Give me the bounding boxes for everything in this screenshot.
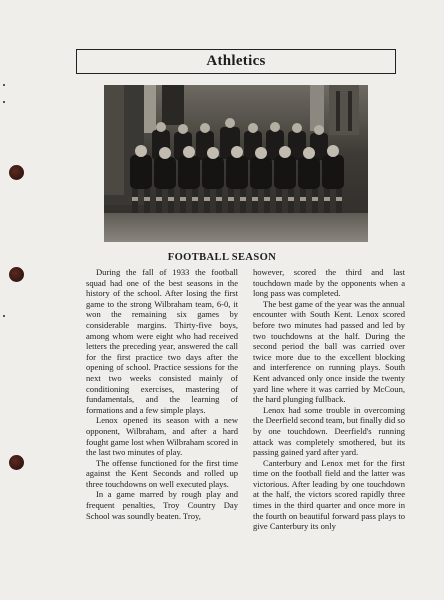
binder-hole (9, 165, 24, 180)
edge-mark (3, 84, 5, 86)
article-paragraph: Lenox opened its season with a new opponent, Wilbraham, and after a hard fought game lost when Wilbraham scored in the last two minutes of play. (86, 415, 238, 458)
team-photo-image (104, 85, 368, 242)
section-header-box (76, 49, 396, 74)
article-paragraph: Canterbury and Lenox met for the first time on the football field and the latter was victorious. After leading by one touchdown at the half, the victors scored rapidly three times in the third quarter and once more in the fourth on beautiful forward pass plays to give Canterbury its only (253, 457, 405, 532)
article-paragraph: The offense functioned for the first time against the Kent Seconds and rolled up three touchdowns on well executed plays. (86, 457, 238, 489)
article-paragraph: Lenox had some trouble in overcoming the Deerfield second team, but finally did so by one touchdown. Deerfield's running attack was completely smothered, but its passing gained yard after yard. (253, 404, 405, 458)
edge-mark (3, 101, 5, 103)
article-left-column (86, 267, 238, 521)
article-title: FOOTBALL SEASON (167, 252, 277, 263)
article-right-column (253, 267, 405, 532)
section-header-title: Athletics (206, 53, 266, 69)
article-paragraph: In a game marred by rough play and frequent penalties, Troy Country Day School was soundly beaten. Troy, (86, 489, 238, 521)
article-paragraph: During the fall of 1933 the football squad had one of the best seasons in the history of the school. After losing the first game to the strong Wilbraham team, 6-0, it won the remaining six games by considerable margins. Thirty-five boys, among whom were eight who had received letters the preceding year, answered the call for the first practice two days after the opening of school. Practice sessions for the next two weeks consisted mainly of conditioning exercises, mastering of fundamentals, and the learning of formations and a few simple plays. (86, 267, 238, 415)
edge-mark (3, 315, 5, 317)
article-paragraph: however, scored the third and last touchdown made by the opponents when a long pass was completed. (253, 267, 405, 299)
binder-hole (9, 267, 24, 282)
team-photo (104, 85, 368, 242)
binder-hole (9, 455, 24, 470)
article-paragraph: The best game of the year was the annual encounter with South Kent. Lenox scored before two minutes had passed and led by two touchdowns at the half. During the second period the ball was carried over twice more due to the excellent blocking and interference on running plays. South Kent advanced only once inside the twenty yard line where it was carried by McCoun, the hard plunging fullback. (253, 298, 405, 405)
